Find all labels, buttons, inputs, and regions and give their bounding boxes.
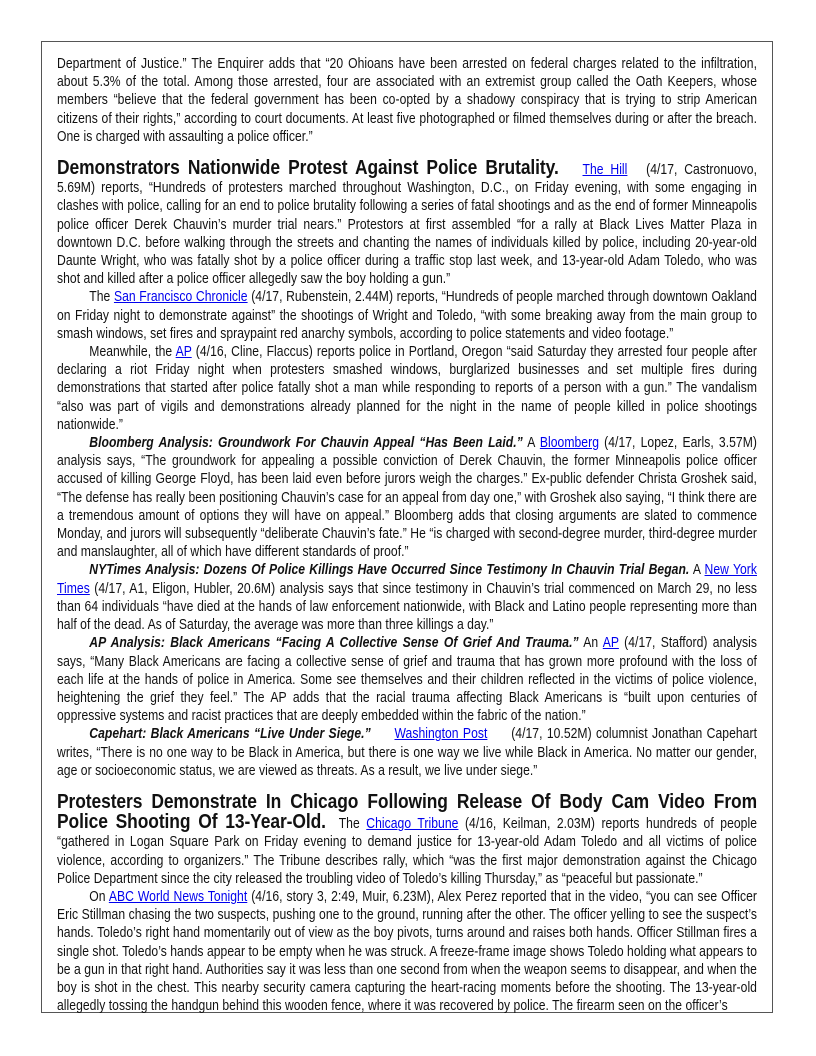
paragraph-prefix: An xyxy=(578,635,603,652)
source-link-chicago-tribune[interactable]: Chicago Tribune xyxy=(366,816,459,833)
nytimes-subhead: NYTimes Analysis: Dozens Of Police Killings Have Occurred Since Testimony In Chauvin Trial Began. xyxy=(89,562,690,579)
source-link-ap-analysis[interactable]: AP xyxy=(602,635,619,652)
source-link-sf-chronicle[interactable]: San Francisco Chronicle xyxy=(113,289,248,306)
source-meta: (4/17, Castronuovo, 5.69M) xyxy=(57,162,758,197)
intro-text: Department of Justice.” The Enquirer adds that “20 Ohioans have been arrested on federal charges related to the infiltration, about 5.3% of the total. Among those arrested, four are associated with an extremist group called the Oath Keepers, whose members “believe that the federal government has been co-opted by a shadowy conspiracy that is trying to strip American citizens of their rights,” according to court documents. At least five photographed or filmed themselves during or after the breach. One is charged with assaulting a police officer.” xyxy=(57,56,757,145)
paragraph-text: columnist Jonathan Capehart writes, “There is no one way to be Black in America, but there is one way we live while Black in America. No matter our gender, age or socioeconomic status, we are viewed as threats. As a result, we live under siege.” xyxy=(57,726,757,779)
text-column xyxy=(57,55,757,1015)
paragraph-text: (4/17, Rubenstein, 2.44M) reports, “Hundreds of people marched through downtown Oakland on Friday night to demonstrate against” the shootings of Wright and Toledo, “with some breaking away from the main group to smash windows, set fires and spraypaint red anarchy symbols, according to police statements and video footage.” xyxy=(57,289,757,342)
paragraph-prefix: Meanwhile, the xyxy=(89,344,176,361)
bloomberg-subhead: Bloomberg Analysis: Groundwork For Chauvin Appeal “Has Been Laid.” xyxy=(89,435,523,452)
paragraph-prefix: On xyxy=(89,888,109,905)
ap-portland-paragraph xyxy=(57,343,757,434)
document-body xyxy=(57,55,757,1015)
source-link-the-hill[interactable]: The Hill xyxy=(582,162,628,179)
source-link-bloomberg[interactable]: Bloomberg xyxy=(539,435,599,452)
nytimes-paragraph xyxy=(57,561,757,634)
section2-lead-paragraph xyxy=(57,789,758,888)
section1-headline: Demonstrators Nationwide Protest Against Police Brutality. xyxy=(57,156,559,180)
paragraph-text: reports, “Hundreds of protesters marched throughout Washington, D.C., on Friday evening, with some engaging in clashes with police, calling for an end to police brutality following a series of fatal shootings and as the end of former Minneapolis police officer Derek Chauvin’s murder trial nears.” Protestors at first assembled “for a rally at Black Lives Matter Plaza in downtown D.C. before walking through the streets and chanting the names of individuals killed by police, including 20-year-old Daunte Wright, who was fatally shot by a police officer during a traffic stop last week, and 13-year-old Adam Toledo, who was shot and killed after a police officer allegedly saw the boy holding a gun.” xyxy=(57,180,757,288)
source-link-new-york-times[interactable]: New York Times xyxy=(57,562,757,597)
paragraph-text: (4/16, story 3, 2:49, Muir, 6.23M), Alex Perez reported that in the video, “you can see Officer Eric Stillman chasing the two suspects, pushing one to the ground, running after the other. The officer yelling to see the suspect’s hands. Toledo’s right hand momentarily out of view as the boy pivots, turns around and raises both hands. Officer Stillman fires a single shot. Toledo’s hands appear to be empty when he was struck. A freeze-frame image shows Toledo holding what appears to be a gun in that right hand. Authorities say it was less than one second from when the weapon seems to disappear, and when the boy is shot in the chest. This nearby security camera capturing the heart-racing moments before the shooting. The 13-year-old allegedly tossing the handgun behind this wooden fence, where it was recovered by police. The firearm seen on the officer’s xyxy=(57,888,757,1015)
paragraph-text: (4/17, A1, Eligon, Hubler, 20.6M) analysis says that since testimony in Chauvin’s trial commenced on March 29, no less than 64 individuals “have died at the hands of law enforcement nationwide, with Black and Latino people representing more than half of the dead. As of Saturday, the average was more than three killings a day.” xyxy=(57,580,757,634)
paragraph-prefix: The xyxy=(89,289,114,306)
ap-analysis-paragraph xyxy=(57,634,757,725)
paragraph-text: (4/17, Stafford) analysis says, “Many Black Americans are facing a collective sense of grief and trauma that has grown more profound with the loss of each life at the hands of police in America. Some see themselves and their children reflected in the victims of police violence, heightening the grief they feel.” The AP adds that the racial trauma affecting Black Americans is “built upon centuries of oppressive systems and racist practices that are deeply embedded within the fabric of the nation.” xyxy=(57,635,758,725)
ap-analysis-subhead: AP Analysis: Black Americans “Facing A Collective Sense Of Grief And Trauma.” xyxy=(89,635,579,652)
source-link-ap[interactable]: AP xyxy=(175,344,192,361)
capehart-paragraph xyxy=(57,725,757,780)
source-meta: (4/17, 10.52M) xyxy=(511,726,592,743)
section2-headline: Protesters Demonstrate In Chicago Following Release Of Body Cam Video From Police Shooting Of 13-Year-Old. xyxy=(57,789,757,834)
source-link-washington-post[interactable]: Washington Post xyxy=(394,726,488,743)
paragraph-prefix: A xyxy=(689,562,705,579)
paragraph-prefix: A xyxy=(522,435,540,452)
bloomberg-paragraph xyxy=(57,434,757,561)
paragraph-text: (4/16, Cline, Flaccus) reports police in Portland, Oregon “said Saturday they arrested four people after declaring a riot Friday night when protesters smashed windows, burglarized businesses and set multiple fires during demonstrations that started after police fatally shot a man while responding to reports of a person with a gun.” The vandalism “also was part of vigils and demonstrations already planned for the night in the name of people killed in police shootings nationwide.” xyxy=(57,344,757,433)
source-link-abc-world-news-tonight[interactable]: ABC World News Tonight xyxy=(108,888,248,905)
abc-news-paragraph xyxy=(57,888,757,1015)
paragraph-prefix: The xyxy=(325,816,367,833)
sf-chronicle-paragraph xyxy=(57,288,757,343)
paragraph-text: (4/16, Keilman, 2.03M) reports hundreds of people “gathered in Logan Square Park on Friday evening to demand justice for 13-year-old Adam Toledo and all victims of police violence, according to organizers.” The Tribune describes rally, which “was the first major demonstration against the Chicago Police Department since the city released the troubling video of Toledo’s killing Thursday,” as “peaceful but passionate.” xyxy=(57,816,758,887)
intro-continuation-paragraph xyxy=(57,55,757,146)
capehart-subhead: Capehart: Black Americans “Live Under Siege.” xyxy=(89,726,371,743)
paragraph-text: (4/17, Lopez, Earls, 3.57M) analysis says, “The groundwork for appealing a possible conviction of Derek Chauvin, the former Minneapolis police officer accused of killing George Floyd, has been laid even before jurors weigh the charges.” Ex-public defender Christa Groshek said, “The defense has really been positioning Chauvin’s case for an appeal from day one,” with Groshek also saying, “I think there are a tremendous amount of options they will have on appeal.” Bloomberg adds that closing arguments are slated to commence Monday, and jurors will subsequently “deliberate Chauvin’s fate.” He “is charged with second-degree murder, third-degree murder and manslaughter, all of which have different standards of proof.” xyxy=(57,435,757,561)
section1-lead-paragraph xyxy=(57,156,758,288)
